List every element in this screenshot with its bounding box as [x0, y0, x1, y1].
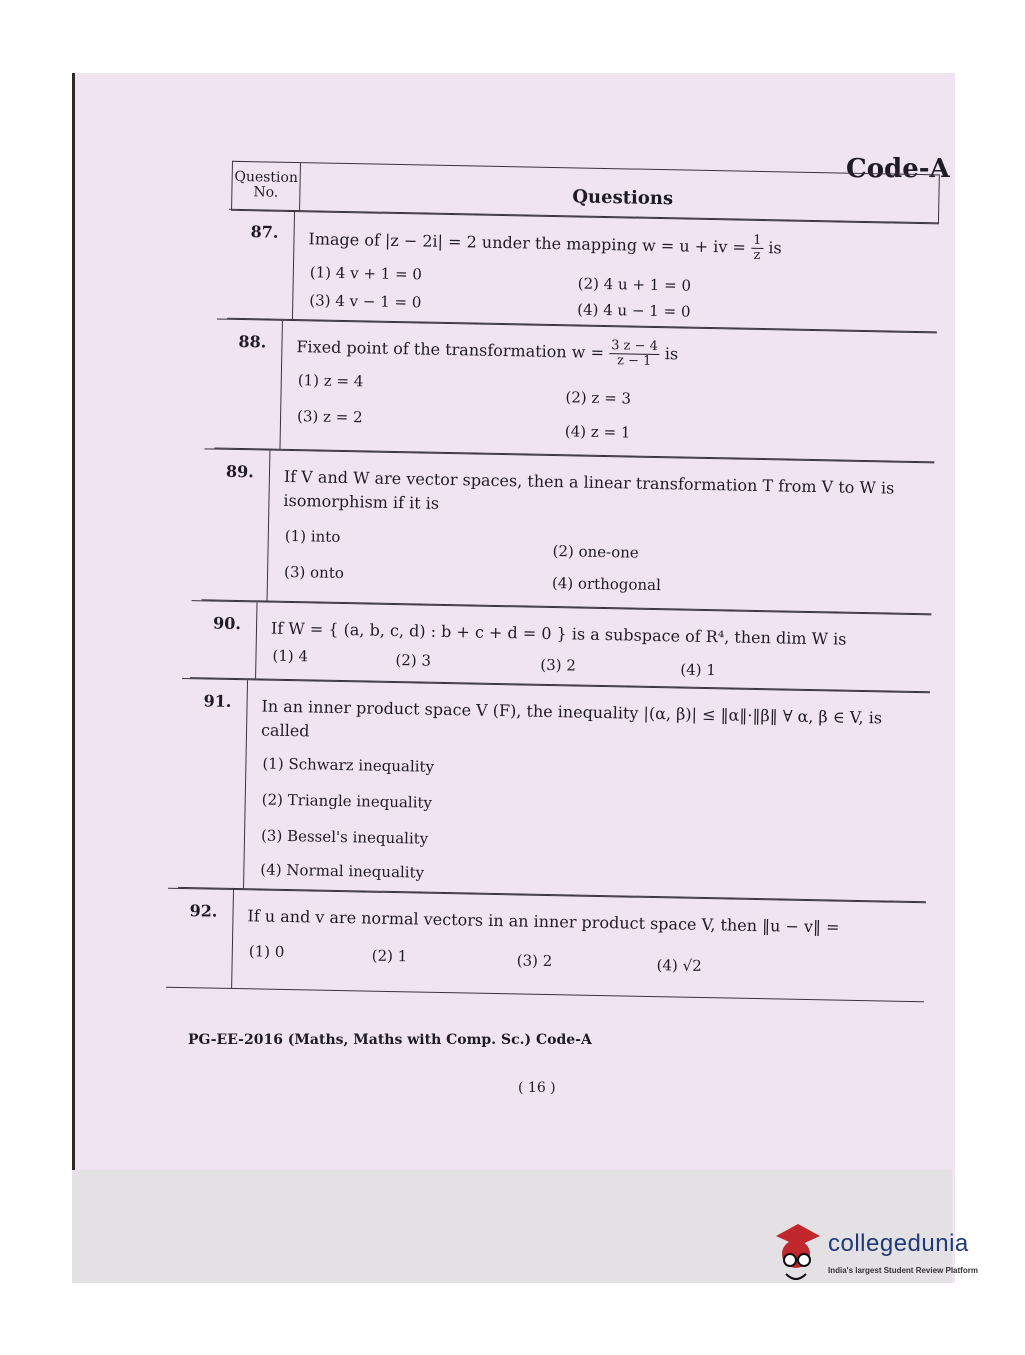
logo-tagline: India's largest Student Review Platform [828, 1266, 978, 1275]
option-2: (2) 4 u + 1 = 0 [577, 274, 692, 295]
option-4: (4) z = 1 [564, 422, 631, 442]
question-number: 91. [203, 691, 232, 711]
paper-code: Code-A [846, 154, 950, 184]
question-number: 89. [225, 461, 255, 482]
option-4: (4) √2 [656, 956, 702, 975]
option-1: (1) 0 [248, 942, 285, 961]
question-table [173, 160, 950, 1079]
option-3: (3) onto [283, 562, 345, 583]
question-stem: Fixed point of the transformation w = $\frac{3 z - 4}{z - 1}$ is [296, 337, 679, 369]
page-number: ( 16 ) [518, 1080, 556, 1096]
option-4: (4) 4 u − 1 = 0 [577, 300, 691, 321]
option-1: (1) 4 [272, 646, 309, 666]
option-3: (3) 4 v − 1 = 0 [309, 291, 422, 312]
fraction: $\frac{3 z - 4}{z - 1}$ [609, 339, 660, 369]
option-1: (1) 4 v + 1 = 0 [309, 263, 423, 284]
fraction: $\frac{1}{z}$ [751, 234, 764, 263]
question-row-88 [214, 319, 936, 463]
logo-wordmark: collegedunia [828, 1230, 969, 1257]
column-header-questions: Questions [572, 186, 674, 210]
option-3: (3) Bessel's inequality [260, 826, 429, 848]
question-stem: If V and W are vector spaces, then a linear transformation T from V to W is isomorphism if it is [283, 466, 895, 513]
option-2: (2) 1 [371, 946, 408, 966]
question-stem: If u and v are normal vectors in an inner product space V, then ‖u − v‖ = [247, 906, 840, 937]
question-number: 90. [212, 613, 242, 634]
question-number: 92. [189, 901, 218, 921]
option-1: (1) z = 4 [297, 371, 364, 391]
option-2: (2) one-one [552, 542, 639, 562]
graduate-mascot-icon [768, 1218, 824, 1288]
option-3: (3) z = 2 [296, 407, 363, 427]
collegedunia-logo[interactable] [768, 1218, 998, 1298]
question-number: 87. [250, 222, 279, 242]
question-row-91 [178, 678, 930, 902]
question-stem: If W = { (a, b, c, d) : b + c + d = 0 } is a subspace of R⁴, then dim W is [270, 618, 847, 649]
option-2: (2) z = 3 [565, 388, 632, 408]
option-3: (3) 2 [540, 655, 577, 675]
footer-code-line: PG-EE-2016 (Maths, Maths with Comp. Sc.) Code-A [188, 1032, 592, 1048]
option-4: (4) orthogonal [551, 574, 662, 595]
option-2: (2) 3 [395, 651, 432, 670]
question-row-92 [166, 888, 926, 1003]
option-4: (4) Normal inequality [260, 860, 425, 882]
column-header-question-no: Question No. [232, 162, 301, 211]
question-row-90 [190, 600, 931, 692]
question-number: 88. [238, 331, 267, 352]
question-row-87 [227, 209, 939, 333]
option-1: (1) Schwarz inequality [262, 754, 435, 776]
option-2: (2) Triangle inequality [261, 790, 433, 812]
question-row-89 [202, 448, 935, 614]
option-4: (4) 1 [680, 660, 717, 680]
option-3: (3) 2 [516, 951, 553, 971]
question-stem: In an inner product space V (F), the inequality |(α, β)| ≤ ‖α‖·‖β‖ ∀ α, β ∈ V, is called [260, 696, 883, 741]
option-1: (1) into [284, 526, 341, 546]
question-stem: Image of |z − 2i| = 2 under the mapping w = u + iv = $\frac{1}{z}$ is [308, 229, 782, 263]
